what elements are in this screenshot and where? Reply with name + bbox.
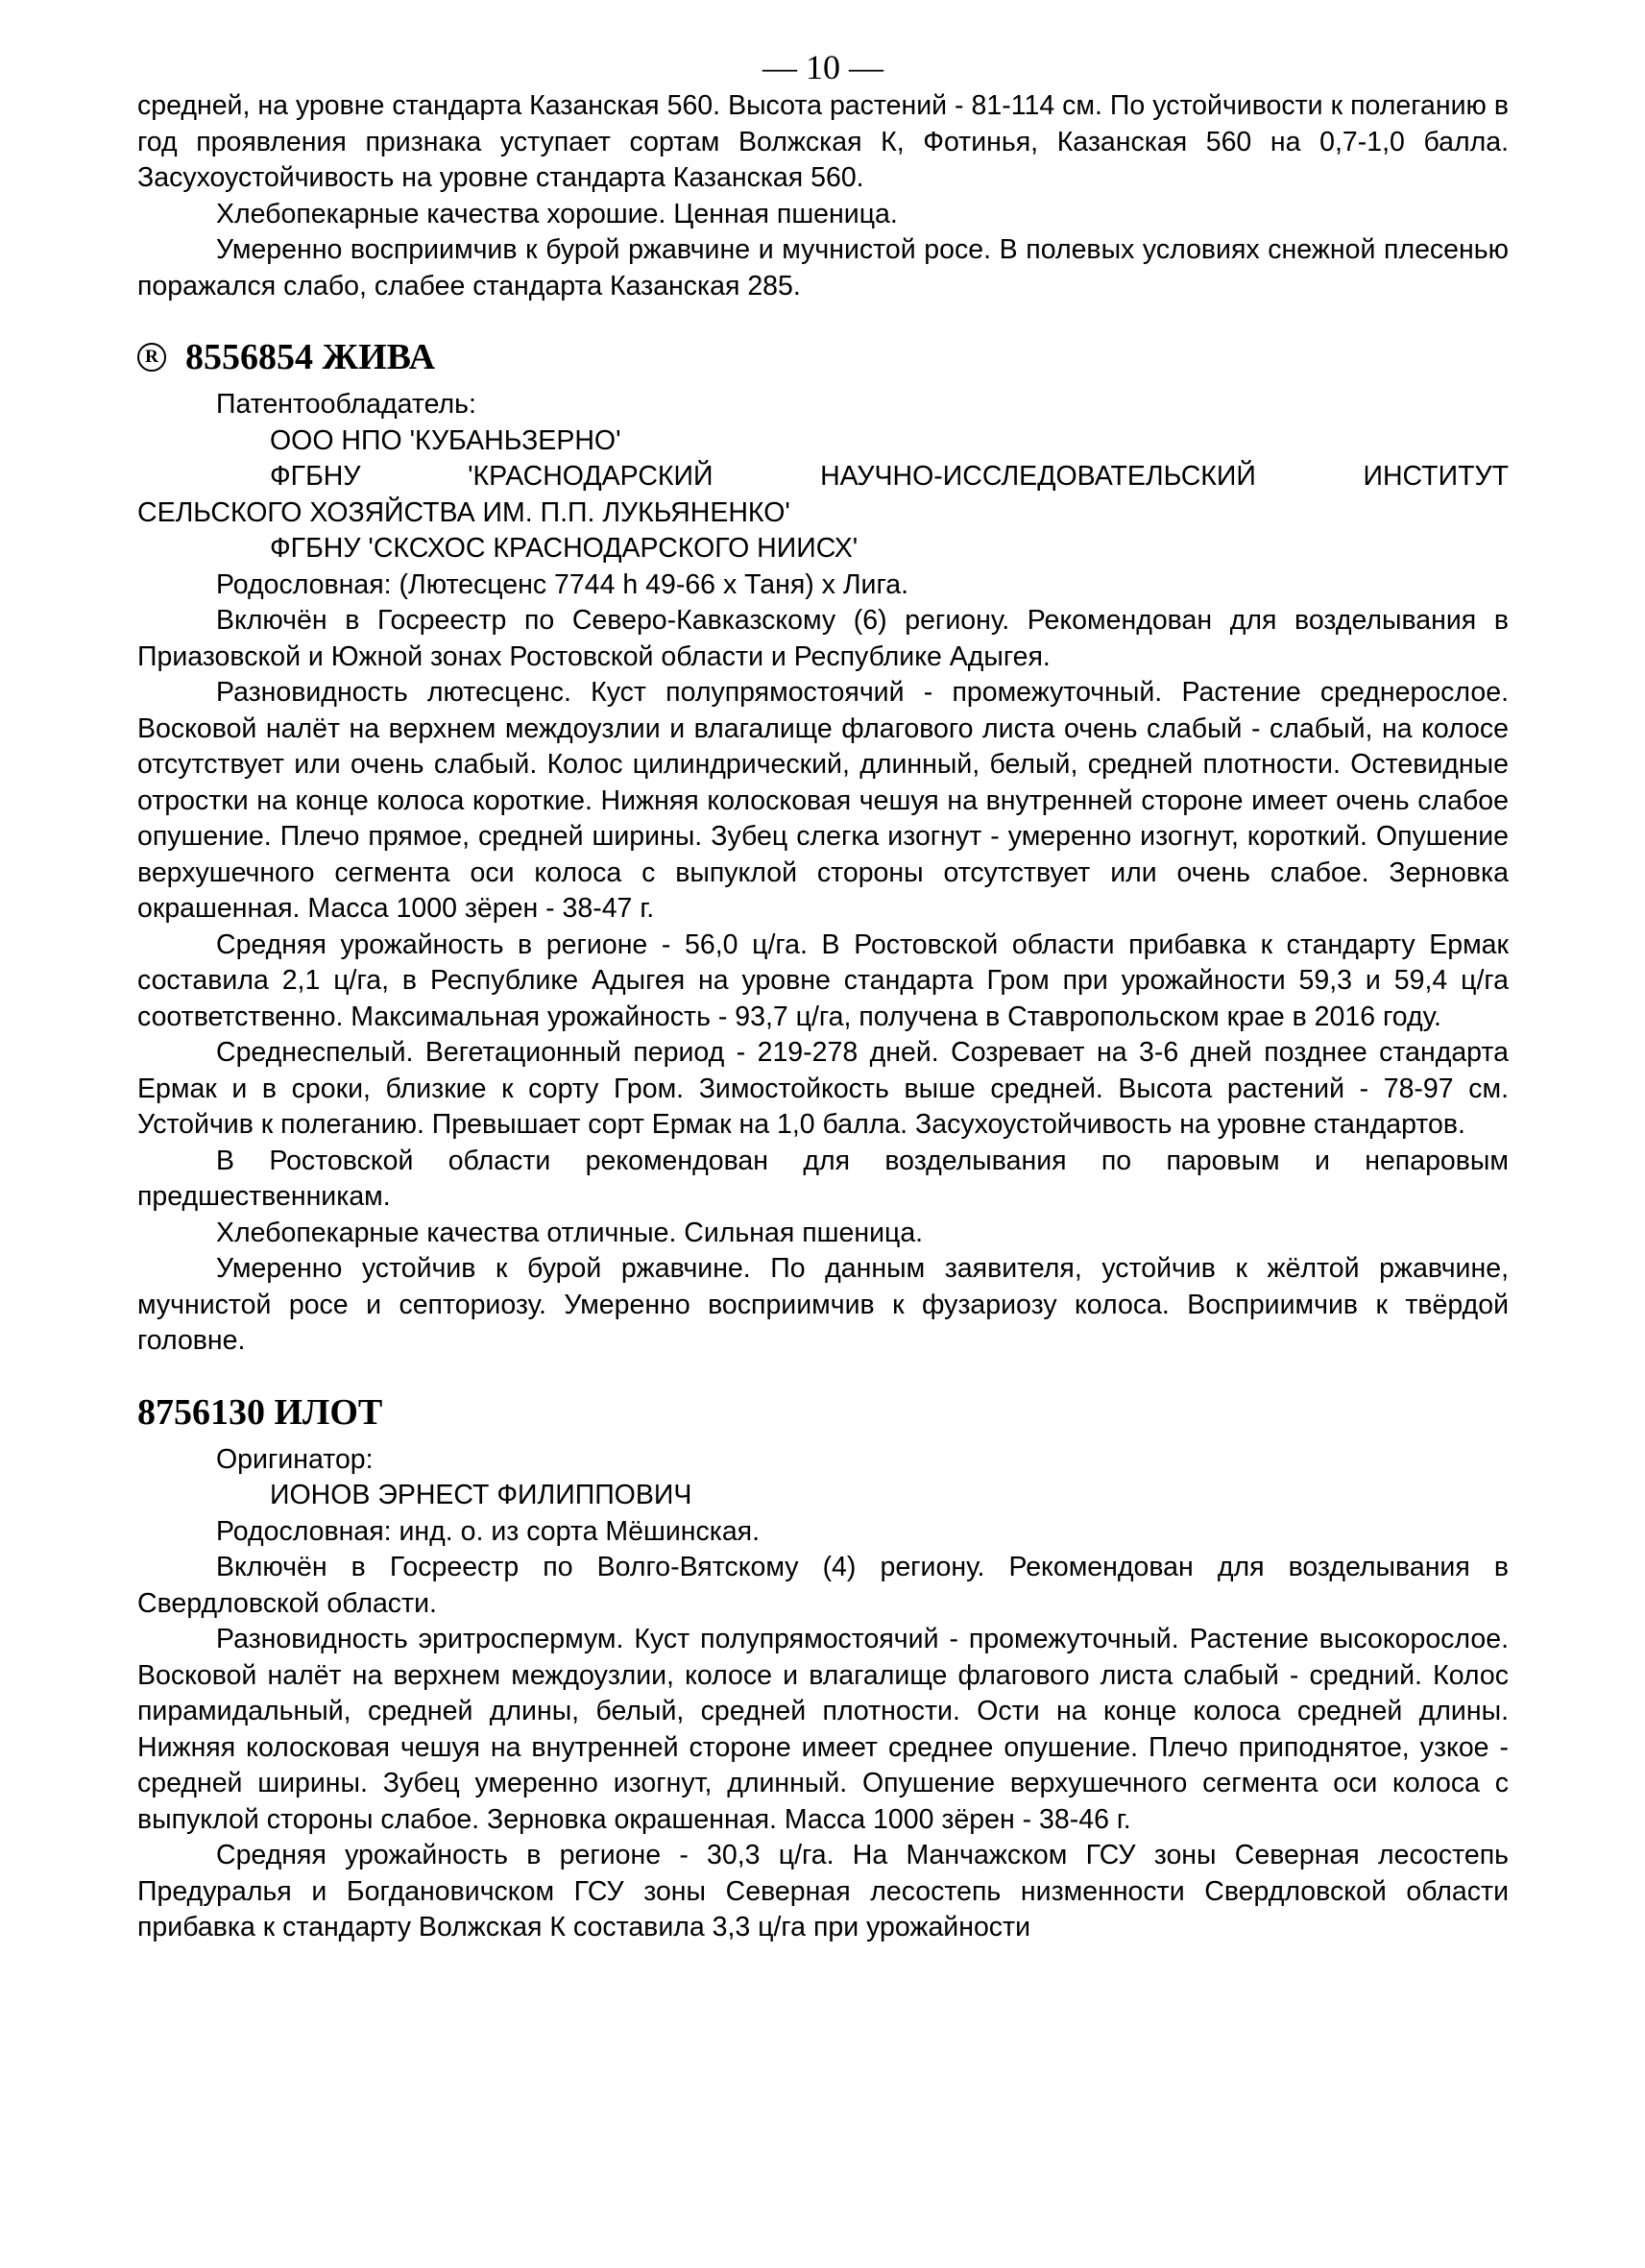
paragraph: Хлебопекарные качества отличные. Сильная пшеница. bbox=[216, 1217, 924, 1248]
holder-name: ФГБНУ 'КРАСНОДАРСКИЙ НАУЧНО-ИССЛЕДОВАТЕЛЬСКИЙ ИНСТИТУТ bbox=[270, 461, 1509, 492]
paragraph: Умеренно устойчив к бурой ржавчине. По данным заявителя, устойчив к жёлтой ржавчине, мучнистой росе и септориозу. Умеренно восприимчив к фузариозу колоса. Восприимчив к твёрдой головне. bbox=[137, 1253, 1509, 1356]
entry-title-ilot bbox=[137, 1390, 1509, 1435]
page-number: — 10 — bbox=[762, 48, 883, 86]
paragraph: Среднеспелый. Вегетационный период - 219-278 дней. Созревает на 3-6 дней позднее стандарта Ермак и в сроки, близкие к сорту Гром. Зимостойкость выше средней. Высота растений - 78-97 см. Устойчив к полеганию. Превышает сорт Ермак на 1,0 балла. Засухоустойчивость на уровне стандартов. bbox=[137, 1037, 1509, 1140]
originator-label: Оригинатор: bbox=[216, 1443, 374, 1475]
originator-name: ИОНОВ ЭРНЕСТ ФИЛИППОВИЧ bbox=[270, 1480, 692, 1510]
registered-mark-icon: R bbox=[137, 343, 166, 372]
entry-title-text: 8756130 ИЛОТ bbox=[137, 1391, 383, 1433]
paragraph: Средняя урожайность в регионе - 56,0 ц/га. В Ростовской области прибавка к стандарту Ермак составила 2,1 ц/га, в Республике Адыгея на уровне стандарта Гром при урожайности 59,3 и 59,4 ц/га соответственно. Максимальная урожайность - 93,7 ц/га, получена в Ставропольском крае в 2016 году. bbox=[137, 929, 1509, 1032]
holder-name: ООО НПО 'КУБАНЬЗЕРНО' bbox=[270, 424, 621, 456]
paragraph: Умеренно восприимчив к бурой ржавчине и мучнистой росе. В полевых условиях снежной плесенью поражался слабо, слабее стандарта Казанская 285. bbox=[137, 234, 1509, 302]
paragraph: средней, на уровне стандарта Казанская 560. Высота растений - 81-114 см. По устойчивости к полеганию в год проявления признака уступает сортам Волжская К, Фотинья, Казанская 560 на 0,7-1,0 балла. Засухоустойчивость на уровне стандарта Казанская 560. bbox=[137, 90, 1509, 193]
paragraph: Разновидность эритроспермум. Куст полупрямостоячий - промежуточный. Растение высокорослое. Восковой налёт на верхнем междоузлии, колосе и влагалище флагового листа слабый - средний. Колос пирамидальный, средней длины, белый, средней плотности. Ости на конце колоса средней длины. Нижняя колосковая чешуя на внутренней стороне имеет среднее опушение. Плечо приподнятое, узкое - средней ширины. Зубец умеренно изогнут, длинный. Опушение верхушечного сегмента оси колоса с выпуклой стороны слабое. Зерновка окрашенная. Масса 1000 зёрен - 38-46 г. bbox=[137, 1624, 1509, 1835]
paragraph: Включён в Госреестр по Волго-Вятскому (4) региону. Рекомендован для возделывания в Свердловской области. bbox=[137, 1552, 1509, 1619]
paragraph: Включён в Госреестр по Северо-Кавказскому (6) региону. Рекомендован для возделывания в Приазовской и Южной зонах Ростовской области и Республике Адыгея. bbox=[137, 605, 1509, 672]
pedigree: Родословная: инд. о. из сорта Мёшинская. bbox=[216, 1515, 761, 1547]
holder-name-cont: СЕЛЬСКОГО ХОЗЯЙСТВА ИМ. П.П. ЛУКЬЯНЕНКО' bbox=[137, 496, 790, 528]
entry-title-zhiva bbox=[137, 335, 1509, 379]
holder-label: Патентообладатель: bbox=[216, 389, 476, 420]
document-page bbox=[137, 46, 1509, 1946]
paragraph: Хлебопекарные качества хорошие. Ценная пшеница. bbox=[216, 198, 898, 229]
paragraph: Средняя урожайность в регионе - 30,3 ц/га. На Манчажском ГСУ зоны Северная лесостепь Предуралья и Богдановичском ГСУ зоны Северная лесостепь низменности Свердловской области прибавка к стандарту Волжская К составила 3,3 ц/га при урожайности bbox=[137, 1840, 1509, 1942]
paragraph: В Ростовской области рекомендован для возделывания по паровым и непаровым предшественникам. bbox=[137, 1145, 1509, 1212]
entry-title-text: 8556854 ЖИВА bbox=[185, 337, 436, 377]
paragraph: Разновидность лютесценс. Куст полупрямостоячий - промежуточный. Растение среднерослое. Восковой налёт на верхнем междоузлии и влагалище флагового листа очень слабый - слабый, на колосе отсутствует или очень слабый. Колос цилиндрический, длинный, белый, средней плотности. Остевидные отростки на конце колоса короткие. Нижняя колосковая чешуя на внутренней стороне имеет очень слабое опушение. Плечо прямое, средней ширины. Зубец слегка изогнут - умеренно изогнут, короткий. Опушение верхушечного сегмента оси колоса с выпуклой стороны отсутствует или очень слабое. Зерновка окрашенная. Масса 1000 зёрен - 38-47 г. bbox=[137, 677, 1509, 924]
holder-name: ФГБНУ 'СКСХОС КРАСНОДАРСКОГО НИИСХ' bbox=[270, 533, 859, 564]
pedigree: Родословная: (Лютесценс 7744 h 49-66 x Таня) x Лига. bbox=[216, 568, 909, 600]
